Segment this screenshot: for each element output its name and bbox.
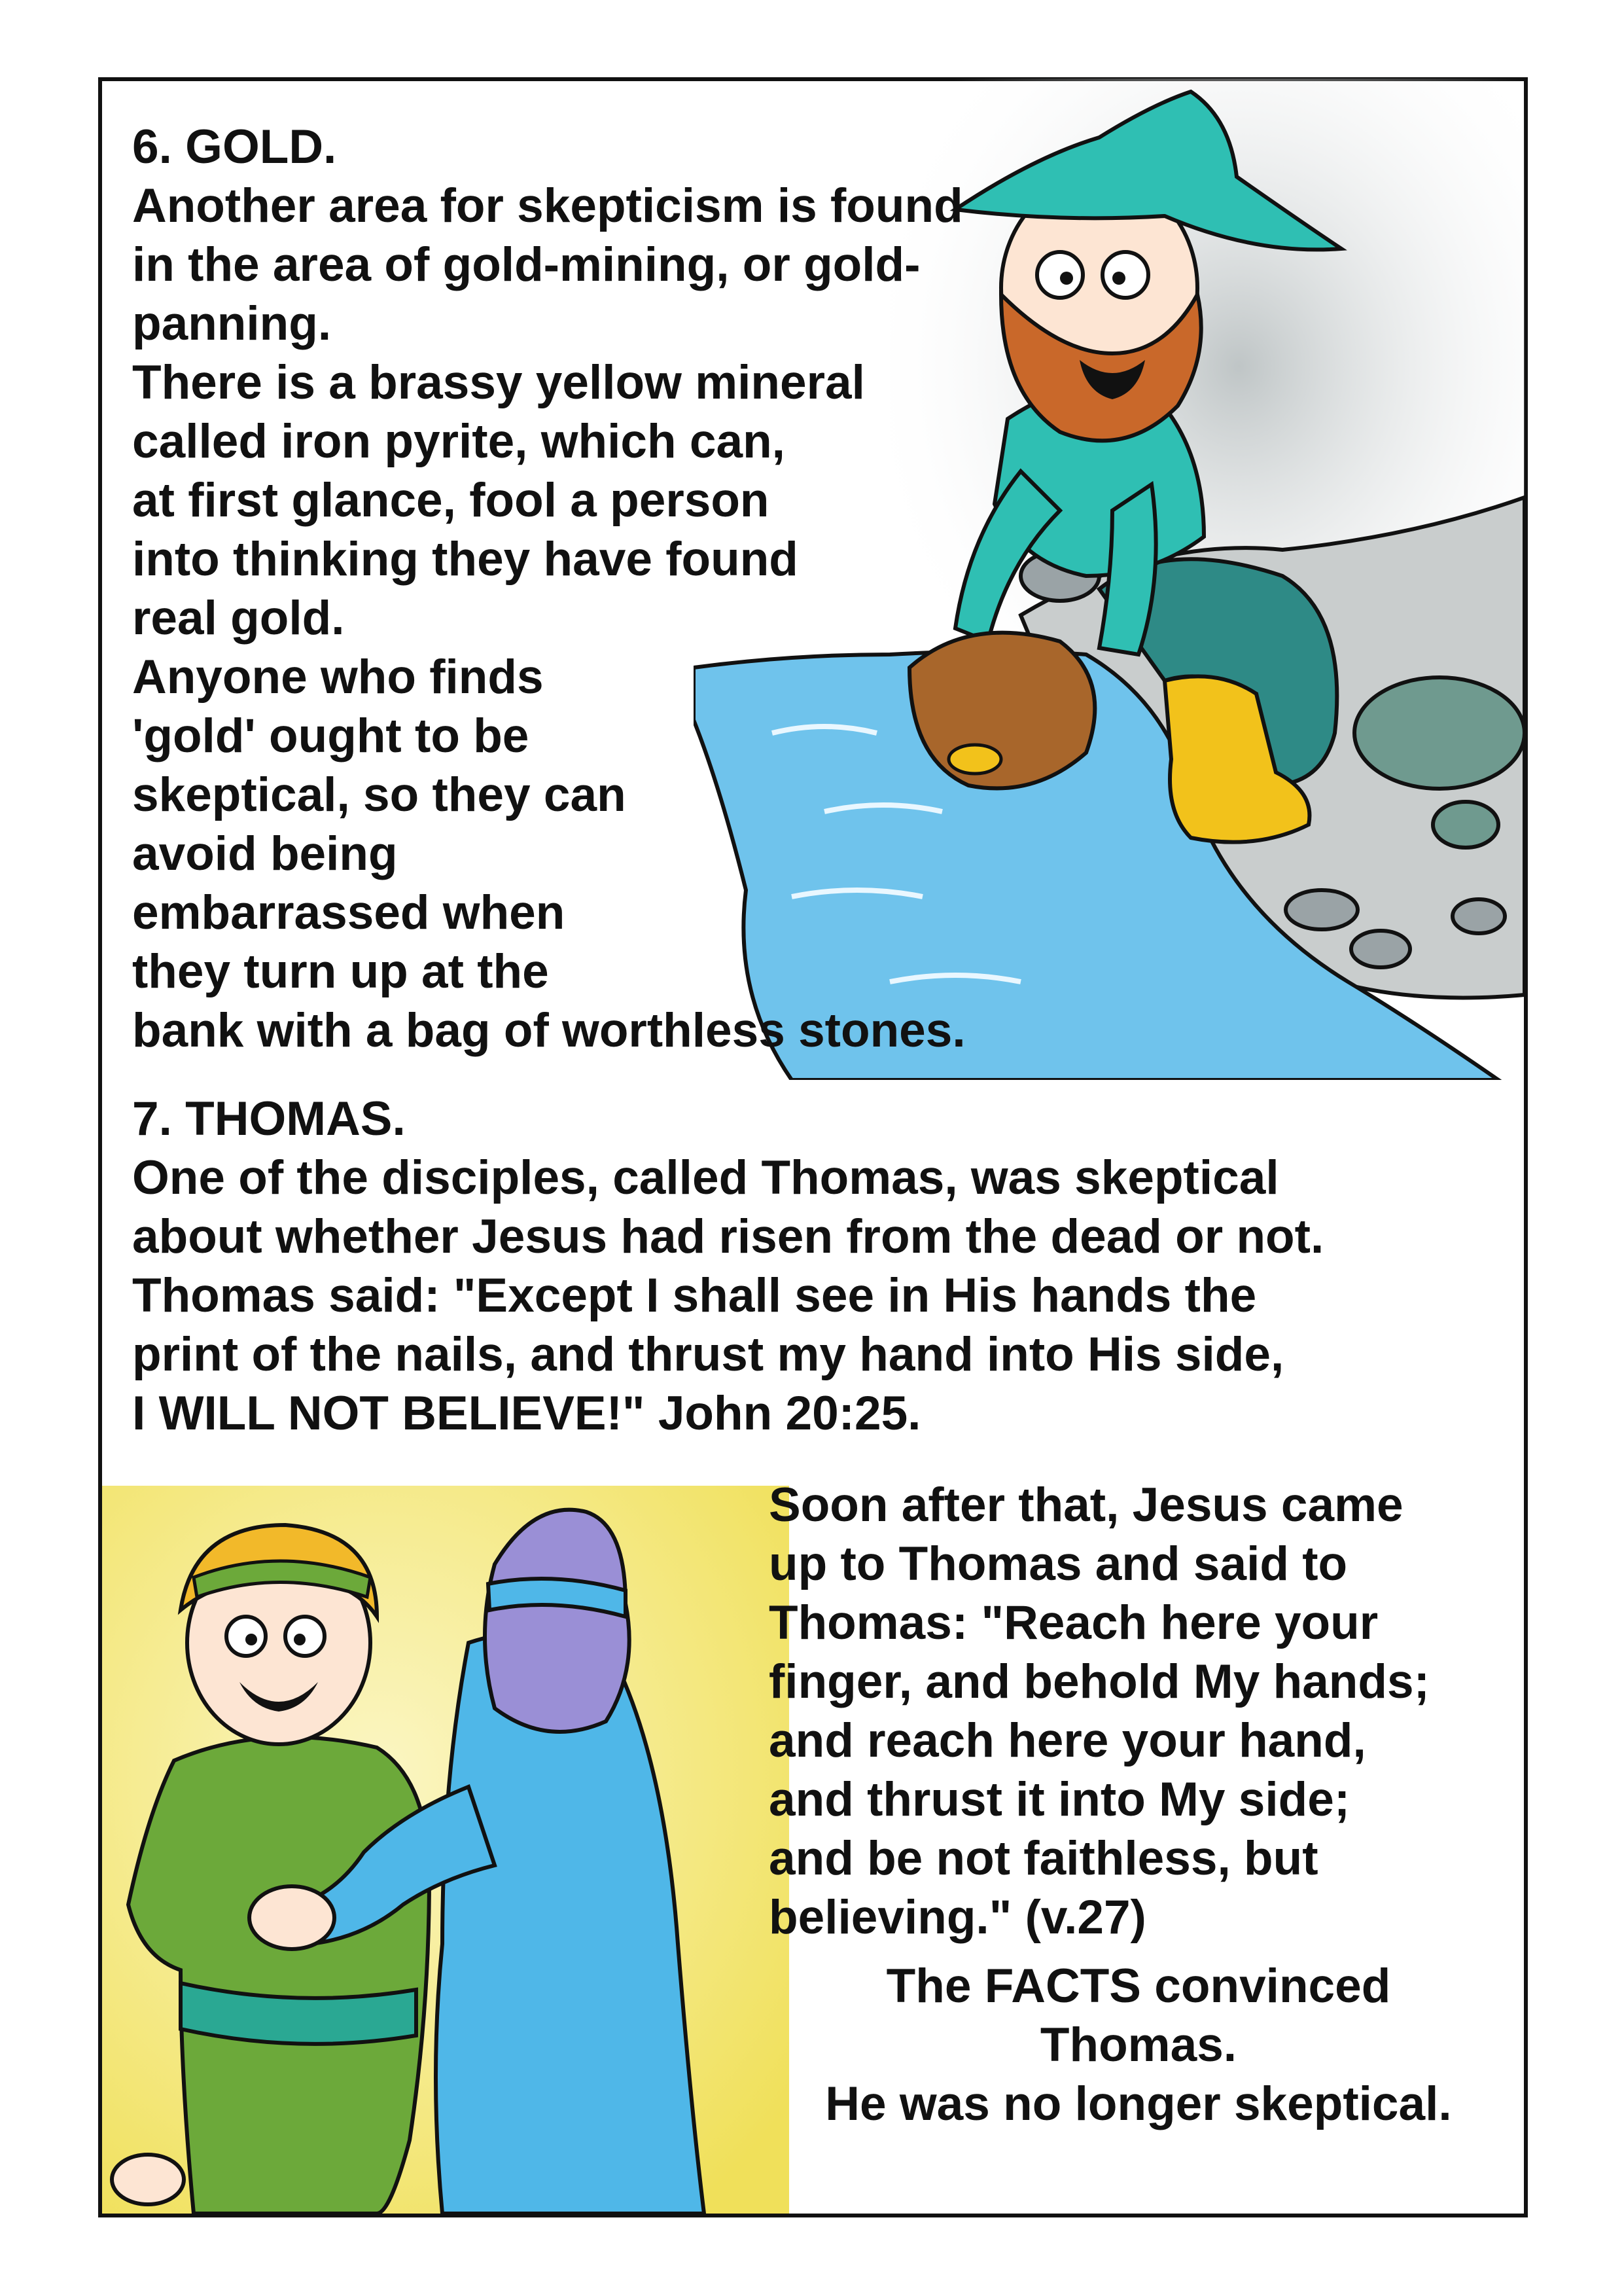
- eye: [1103, 252, 1148, 298]
- gold-body-text: Another area for skepticism is found in the area of gold-mining, or gold- panning. There is a brassy yellow mineral called iron pyrite, which can, at first glance, fool a person into thinking they have found real gold. Anyone who finds 'gold' ought to be skeptical, so they can avoid being embarrassed when they turn up at the bank with a bag of worthless stones.: [132, 179, 966, 1057]
- stone: [1354, 677, 1525, 789]
- stone: [1351, 931, 1410, 967]
- stone: [1286, 890, 1358, 929]
- pupil: [294, 1634, 306, 1645]
- stone: [1453, 899, 1505, 933]
- gold-heading: 6. GOLD.: [132, 120, 337, 173]
- jesus-quote-text: Soon after that, Jesus came up to Thomas and said to Thomas: "Reach here your finger, and behold My hands; and reach here your hand, and thrust it into My side; and be not faithless, but believing." (v.27): [769, 1479, 1430, 1944]
- eye: [226, 1617, 266, 1656]
- eye: [285, 1617, 325, 1656]
- thomas-jesus-illustration: [102, 1486, 789, 2214]
- jesus-hand: [249, 1886, 334, 1949]
- pupil: [1112, 272, 1125, 285]
- pupil: [1060, 272, 1073, 285]
- pupil: [245, 1634, 257, 1645]
- stone: [1433, 802, 1498, 848]
- thomas-heading: 7. THOMAS.: [132, 1092, 406, 1145]
- eye: [1037, 252, 1083, 298]
- thomas-body-text: One of the disciples, called Thomas, was skeptical about whether Jesus had risen from the dead or not. Thomas said: "Except I shall see in His hands the print of the nails, and thrust my hand into His side, I WILL NOT BELIEVE!" John 20:25.: [132, 1151, 1324, 1440]
- conclusion-text: The FACTS convinced Thomas. He was no longer skeptical.: [825, 1960, 1452, 2130]
- thomas-hand: [112, 2155, 184, 2204]
